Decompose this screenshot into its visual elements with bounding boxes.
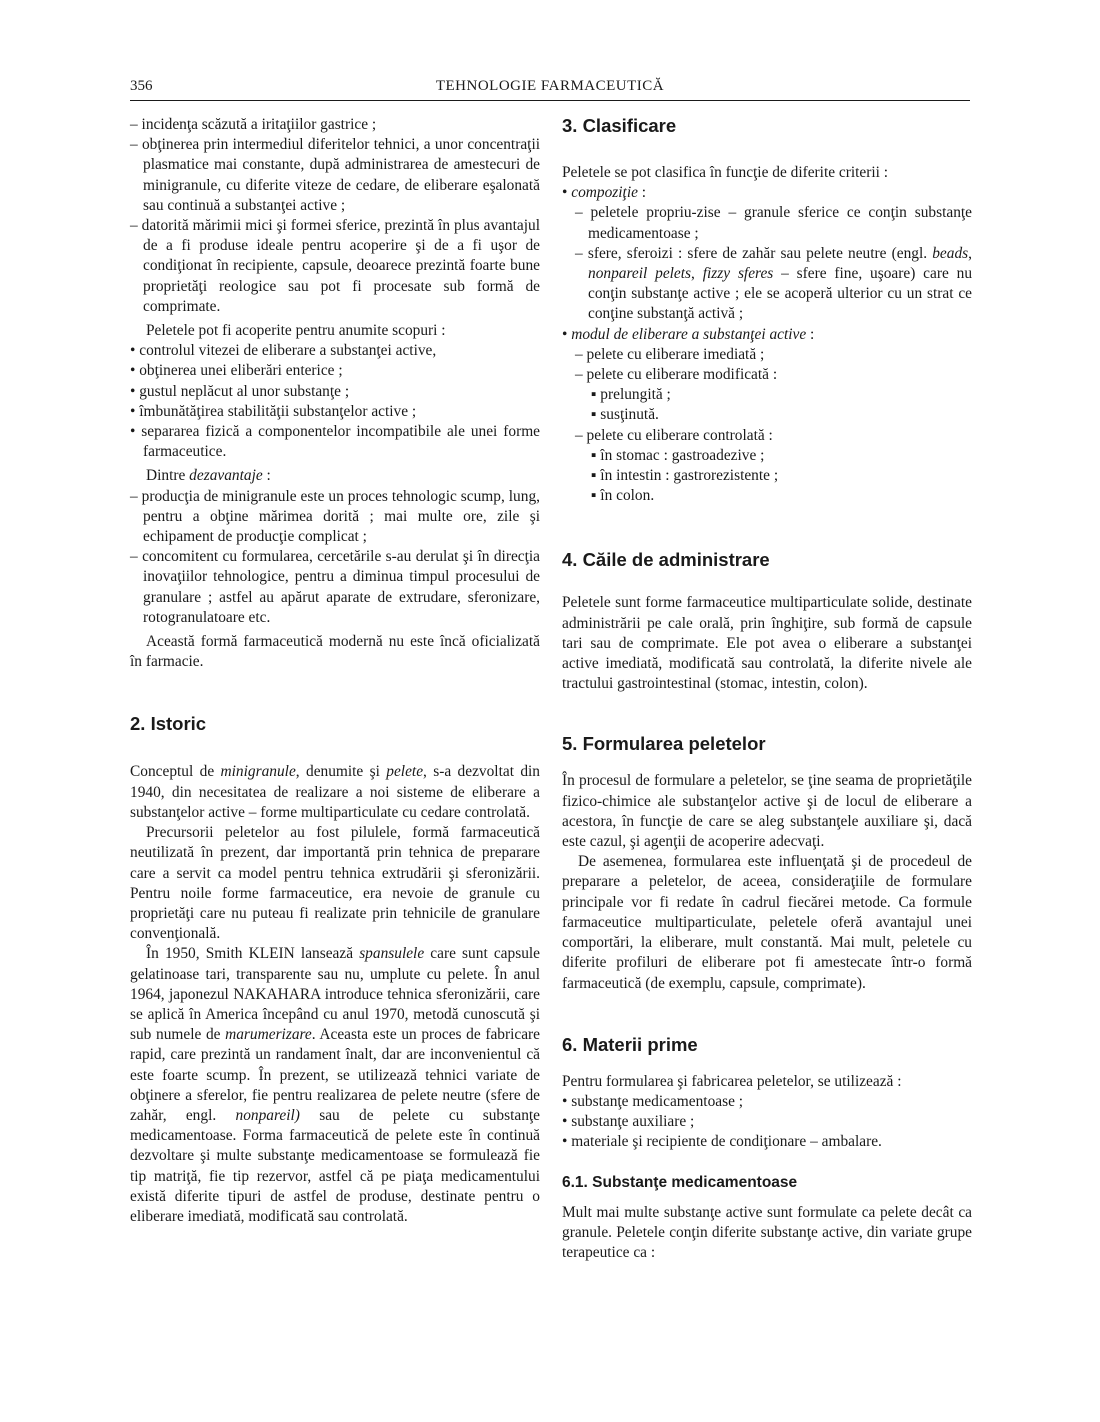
right-column <box>562 115 972 1263</box>
coating-item: • controlul vitezei de eliberare a substanţei active, <box>130 342 437 360</box>
composition-item: – sfere, sferoizi : sfere de zahăr sau pelete neutre (engl. beads, nonpareil pelets, fizzy sferes – sfere fine, uşoare) care nu conţin substanţe active ; ele se acoperă ulterior cu un strat ce conţine substanţă activă ; <box>575 244 973 323</box>
substante-paragraph: Mult mai multe substanţe active sunt formulate ca pelete decât ca granule. Peletele conţin diferite substanţe active, din variate grupe terapeutice ca : <box>562 1203 972 1261</box>
administrare-paragraph: Peletele sunt forme farmaceutice multiparticulate solide, destinate administrării pe cale orală, prin înghiţire, sub formă de capsule tari sau de comprimate. Ele pot avea o eliberare a substanţei active imediată, modificată sau controlată, la diferite nivele ale tractului gastrointestinal (stomac, intestin, colon). <box>562 594 972 693</box>
coating-item: • îmbunătăţirea stabilităţii substanţelor active ; <box>130 402 417 420</box>
istoric-paragraph-2: Precursorii peletelor au fost pilulele, formă farmaceutică neutilizată în prezent, dar importantă prin tehnica de preparare care a servit ca model pentru tehnica extrudării şi sferonizării. Pentru noile forme farmaceutice, era nevoie de granule cu proprietăţi care nu puteau fi realizate prin tehnicile de granulare convenţională. <box>130 824 540 943</box>
advantage-item: – incidenţa scăzută a iritaţiilor gastrice ; <box>130 116 377 133</box>
section-heading-istoric: 2. Istoric <box>130 713 207 735</box>
materii-prime-intro: Pentru formularea şi fabricarea peletelor, se utilizează : <box>562 1072 902 1090</box>
advantage-item: – datorită mărimii mici şi formei sferice, prezintă în plus avantajul de a fi produse ideale pentru acoperire şi de a fi uşor de condiţionat în recipiente, capsule, deoarece prezintă foarte bune proprietăţi reologice sau pot fi procesate sub formă de comprimate. <box>130 217 540 315</box>
formulare-paragraph-2: De asemenea, formularea este influenţată şi de procedeul de preparare a peletelor, de aceea, consideraţiile de formulare principale vor fi redate în cadrul fiecărei metode. Ca formule farmaceutice multiparticulate, peletele oferă avantajul unei comportări, la eliberare, mult constantă. Mai mult, peletele cu diferite profiluri de eliberare pot fi amestecate într-o formă farmaceutică (de exemplu, capsule, comprimate). <box>562 853 972 992</box>
release-subitem: ▪ în colon. <box>591 487 655 505</box>
release-item: – pelete cu eliberare modificată : <box>575 366 778 384</box>
section-heading-materii-prime: 6. Materii prime <box>562 1033 698 1055</box>
materii-prime-item: • substanţe auxiliare ; <box>562 1113 695 1131</box>
release-item: – pelete cu eliberare imediată ; <box>575 345 765 363</box>
disadvantage-item: – concomitent cu formularea, cercetările s-au derulat şi în direcţia inovaţiilor tehnologice, pentru a diminua timpul procesului de granulare ; astfel au apărut aparate de extrudare, sferonizare, rotogranulatoare etc. <box>130 548 540 626</box>
coating-item: • gustul neplăcut al unor substanţe ; <box>130 382 350 400</box>
subsection-heading-substante: 6.1. Substanţe medicamentoase <box>562 1173 798 1191</box>
composition-item: – peletele propriu-zise – granule sferice ce conţin substanţe medicamentoase ; <box>575 204 972 242</box>
page-header <box>130 76 970 101</box>
istoric-paragraph-1: Conceptul de minigranule, denumite şi pelete, s-a dezvoltat din 1940, din necesitatea de realizare a noi sisteme de eliberare a substanţelor active – forme multiparticulate cu cedare controlată. <box>130 763 541 821</box>
coating-item: • separarea fizică a componentelor incompatibile ale unei forme farmaceutice. <box>130 423 540 461</box>
left-column <box>130 115 540 1227</box>
release-subitem: ▪ prelungită ; <box>591 386 671 404</box>
criterion-release-mode: • modul de eliberare a substanţei active : <box>562 325 815 343</box>
coating-item: • obţinerea unei eliberări enterice ; <box>130 362 343 380</box>
section-heading-formulare: 5. Formularea peletelor <box>562 733 766 755</box>
release-subitem: ▪ în stomac : gastroadezive ; <box>591 446 765 464</box>
section-heading-administrare: 4. Căile de administrare <box>562 549 770 571</box>
clasificare-intro: Peletele se pot clasifica în funcţie de diferite criterii : <box>562 164 889 181</box>
modern-note: Această formă farmaceutică modernă nu este încă oficializată în farmacie. <box>130 633 540 671</box>
criterion-composition: • compoziţie : <box>562 184 647 202</box>
formulare-paragraph-1: În procesul de formulare a peletelor, se ţine seama de proprietăţile fizico-chimice ale substanţelor active şi de locul de eliberare a acestora, în funcţie de care se aleg substanţele auxiliare şi, dacă este cazul, şi agenţii de acoperire adecvaţi. <box>562 772 972 851</box>
materii-prime-item: • substanţe medicamentoase ; <box>562 1092 744 1110</box>
section-heading-clasificare: 3. Clasificare <box>562 115 677 136</box>
page-number: 356 <box>130 78 153 94</box>
release-item: – pelete cu eliberare controlată : <box>575 426 773 444</box>
advantage-item: – obţinerea prin intermediul diferitelor tehnici, a unor concentraţii plasmatice mai constante, după administrarea de amestecuri de minigranule, cu diferite viteze de cedare, de eliberare eşalonată sau continuă a substanţei active ; <box>130 136 540 214</box>
running-title: TEHNOLOGIE FARMACEUTICĂ <box>435 78 665 94</box>
istoric-paragraph-3: În 1950, Smith KLEIN lansează spansulele care sunt capsule gelatinoase tari, transparente sau nu, umplute cu pelete. În anul 1964, japonezul NAKAHARA introduce tehnica sferonizării, care se aplică în America începând cu anul 1970, metodă cunoscută şi sub numele de marumerizare. Aceasta este un proces de fabricare rapid, care prezintă un randament înalt, dar are inconvenientul că este foarte scump. În prezent, se utilizează tehnici variate de obţinere a sferelor, fie pentru realizarea de pelete neutre (sfere de zahăr, engl. nonpareil) sau de pelete cu substanţe medicamentoase. Forma farmaceutică de pelete este în continuă dezvoltare şi multe substanţe medicamentoase se formulează fie tip matriţă, fie tip rezervor, astfel că pe piaţa medicamentului există diferite tipuri de astfel de produse, destinate pentru o eliberare imediată, modificată sau controlată. <box>130 945 541 1225</box>
materii-prime-item: • materiale şi recipiente de condiţionare – ambalare. <box>562 1133 882 1151</box>
release-subitem: ▪ susţinută. <box>591 406 659 424</box>
release-subitem: ▪ în intestin : gastrorezistente ; <box>591 467 779 485</box>
coating-intro: Peletele pot fi acoperite pentru anumite scopuri : <box>146 322 446 340</box>
disadvantage-item: – producţia de minigranule este un proces tehnologic scump, lung, pentru a obţine mărimea dorită ; mai multe ore, zile şi echipament de producţie complicat ; <box>130 487 540 546</box>
disadvantages-intro: Dintre dezavantaje : <box>146 467 271 485</box>
